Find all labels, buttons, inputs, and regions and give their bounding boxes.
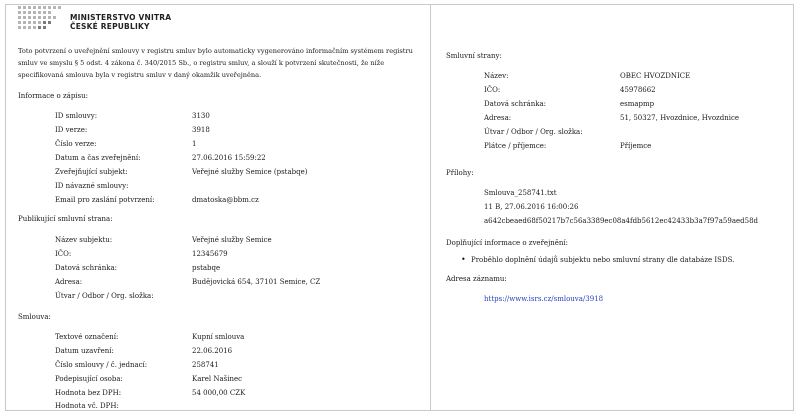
- field-value: pstabqe: [192, 264, 221, 272]
- ministry-name-line2: ČESKÉ REPUBLIKY: [70, 22, 150, 31]
- section-title-strany: Smluvní strany:: [446, 52, 502, 60]
- field-label: Adresa:: [55, 278, 83, 286]
- field-value: 45978662: [620, 86, 656, 94]
- field-value: OBEC HVOZDNICE: [620, 72, 691, 80]
- field-label: Adresa:: [484, 114, 512, 122]
- field-label: IČO:: [484, 86, 501, 94]
- field-value: Veřejné služby Semice (pstabqe): [192, 168, 308, 176]
- section-title-smlouva: Smlouva:: [18, 313, 51, 321]
- field-value: 1: [192, 140, 197, 148]
- field-label: Email pro zaslání potvrzení:: [55, 196, 155, 204]
- attachment-meta: 11 B, 27.06.2016 16:00:26: [484, 203, 579, 211]
- field-label: Datová schránka:: [484, 100, 546, 108]
- field-value: 27.06.2016 15:59:22: [192, 154, 266, 162]
- field-value: 3130: [192, 112, 210, 120]
- record-url-link[interactable]: https://www.isrs.cz/smlouva/3918: [484, 295, 604, 303]
- field-value: esmapmp: [620, 100, 655, 108]
- field-label: ID verze:: [55, 126, 88, 134]
- field-label: Číslo smlouvy / č. jednací:: [55, 361, 148, 369]
- section-title-adresa: Adresa záznamu:: [446, 275, 507, 283]
- field-value: 3918: [192, 126, 210, 134]
- field-label: Datum a čas zveřejnění:: [55, 154, 141, 162]
- field-value: Veřejné služby Semice: [192, 236, 272, 244]
- field-label: Datum uzavření:: [55, 347, 114, 355]
- intro-paragraph: Toto potvrzení o uveřejnění smlouvy v registru smluv bylo automaticky vygenerováno informačním systémem registru smluv ve smyslu § 5 odst. 4 zákona č. 340/2015 Sb., o registru smluv, a slouží k potvrzení skutečnosti, že níže specifikovaná smlouva byla v registru smluv v daný okamžik uveřejněna.: [18, 47, 413, 79]
- section-title-zapis: Informace o zápisu:: [18, 92, 89, 100]
- field-label: Datová schránka:: [55, 264, 117, 272]
- field-label: Plátce / příjemce:: [484, 142, 547, 150]
- field-label: ID návazné smlouvy:: [55, 182, 129, 190]
- field-label: Zveřejňující subjekt:: [55, 168, 128, 176]
- field-value: 22.06.2016: [192, 347, 233, 355]
- section-title-doplnujici: Doplňující informace o zveřejnění:: [446, 239, 568, 247]
- field-value: dmatoska@bbm.cz: [192, 196, 259, 204]
- ministry-name-line1: MINISTERSTVO VNITRA: [70, 13, 172, 22]
- column-divider: [430, 4, 431, 411]
- field-label: ID smlouvy:: [55, 112, 98, 120]
- field-label: Hodnota bez DPH:: [55, 389, 122, 397]
- field-label: Útvar / Odbor / Org. složka:: [484, 128, 583, 136]
- field-value: Karel Našinec: [192, 375, 243, 383]
- field-label: IČO:: [55, 250, 72, 258]
- field-value: 51, 50327, Hvozdnice, Hvozdnice: [620, 114, 740, 122]
- field-label: Útvar / Odbor / Org. složka:: [55, 292, 154, 300]
- field-value: Kupní smlouva: [192, 333, 245, 341]
- ministry-name: [70, 13, 171, 31]
- section-title-publikujici: Publikující smluvní strana:: [18, 215, 113, 223]
- attachment-hash: a642cbeaed68f50217b7c56a3389ec08a4fdb5612ec42433b3a7f97a59aed58d: [484, 217, 759, 225]
- field-label: Podepisující osoba:: [55, 375, 123, 383]
- field-label: Textové označení:: [55, 333, 119, 341]
- doplnujici-item: Proběhlo doplnění údajů subjektu nebo smluvní strany dle databáze ISDS.: [471, 256, 735, 264]
- field-label: Název subjektu:: [55, 236, 113, 244]
- field-value: Budějovická 654, 37101 Semice, CZ: [192, 278, 321, 286]
- field-value: Příjemce: [620, 142, 652, 150]
- ministry-logo: [18, 6, 64, 32]
- field-value: 12345679: [192, 250, 228, 258]
- field-value: 258741: [192, 361, 219, 369]
- section-title-prilohy: Přílohy:: [446, 169, 474, 177]
- field-value: 54 000,00 CZK: [192, 389, 246, 397]
- attachment-filename[interactable]: Smlouva_258741.txt: [484, 189, 557, 197]
- field-label: Hodnota vč. DPH:: [55, 402, 119, 410]
- field-label: Číslo verze:: [55, 140, 97, 148]
- field-label: Název:: [484, 72, 509, 80]
- bullet-icon: •: [461, 255, 466, 264]
